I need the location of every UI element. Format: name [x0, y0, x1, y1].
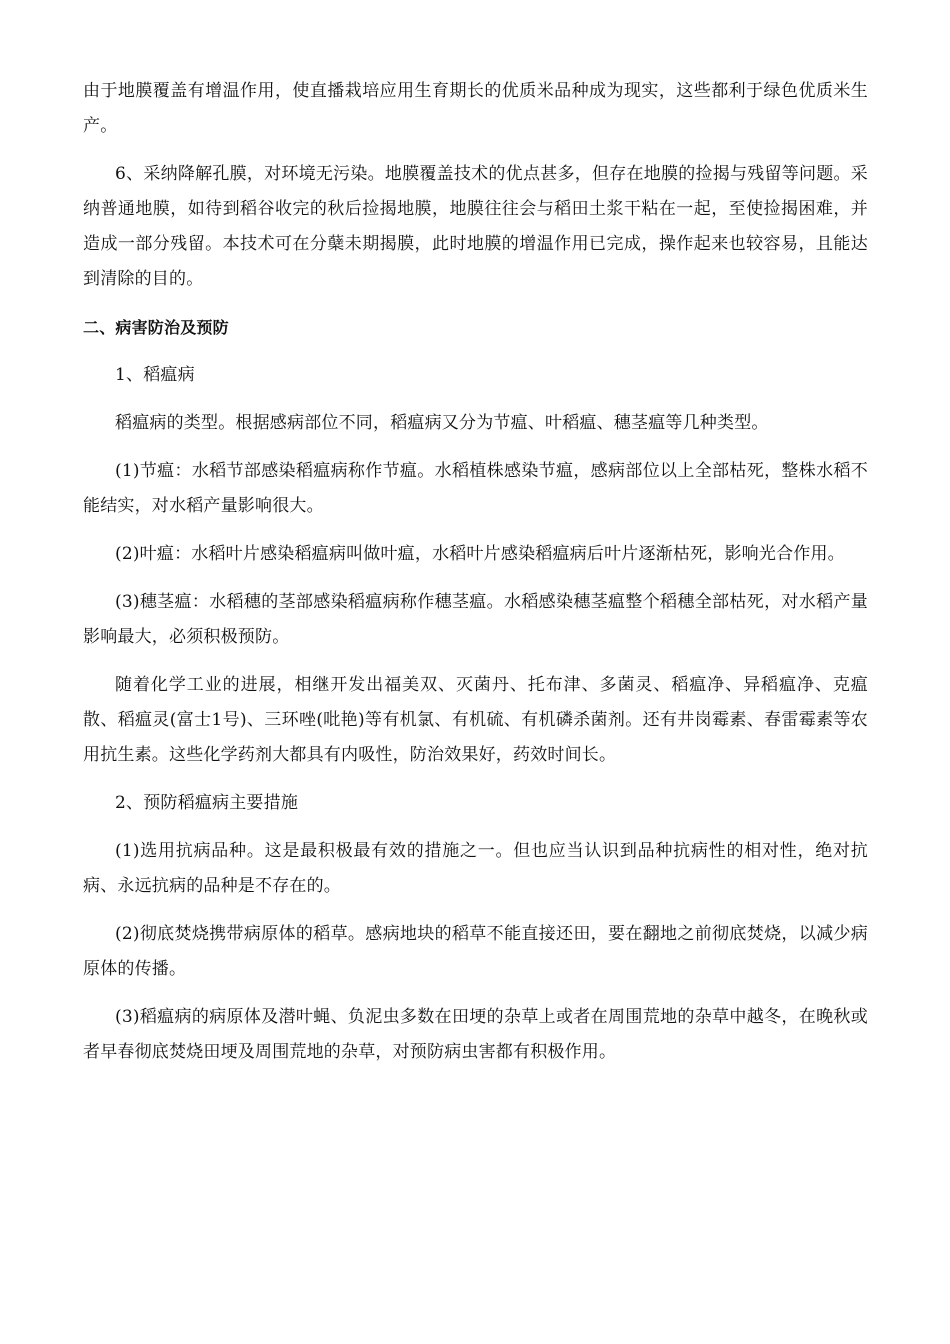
- paragraph-node-blast: (1)节瘟：水稻节部感染稻瘟病称作节瘟。水稻植株感染节瘟，感病部位以上全部枯死，整株水稻不能结实，对水稻产量影响很大。: [83, 461, 868, 516]
- paragraph-burn-straw: (2)彻底焚烧携带病原体的稻草。感病地块的稻草不能直接还田，要在翻地之前彻底焚烧，以减少病原体的传播。: [83, 924, 868, 979]
- paragraph-film-warming: 由于地膜覆盖有增温作用，使直播栽培应用生育期长的优质米品种成为现实，这些都利于绿色优质米生产。: [83, 81, 868, 136]
- paragraph-burn-weeds: (3)稻瘟病的病原体及潜叶蝇、负泥虫多数在田埂的杂草上或者在周围荒地的杂草中越冬，在晚秋或者早春彻底焚烧田埂及周围荒地的杂草，对预防病虫害都有积极作用。: [83, 1007, 868, 1062]
- paragraph-leaf-blast: (2)叶瘟：水稻叶片感染稻瘟病叫做叶瘟，水稻叶片感染稻瘟病后叶片逐渐枯死，影响光合作用。: [115, 544, 845, 564]
- paragraph-blast-types: 稻瘟病的类型。根据感病部位不同，稻瘟病又分为节瘟、叶稻瘟、穗茎瘟等几种类型。: [115, 413, 769, 433]
- section-heading-disease-control: 二、病害防治及预防: [83, 318, 229, 337]
- paragraph-panicle-blast: (3)穗茎瘟：水稻穗的茎部感染稻瘟病称作穗茎瘟。水稻感染穗茎瘟整个稻穗全部枯死，对水稻产量影响最大，必须积极预防。: [83, 592, 868, 647]
- paragraph-resistant-varieties: (1)选用抗病品种。这是最积极最有效的措施之一。但也应当认识到品种抗病性的相对性，绝对抗病、永远抗病的品种是不存在的。: [83, 841, 868, 896]
- paragraph-fungicides: 随着化学工业的进展，相继开发出福美双、灭菌丹、托布津、多菌灵、稻瘟净、异稻瘟净、克瘟散、稻瘟灵(富士1号)、三环唑(吡艳)等有机氯、有机硫、有机磷杀菌剂。还有井岗霉素、春雷霉素等农用抗生素。这些化学药剂大都具有内吸性，防治效果好，药效时间长。: [83, 675, 868, 765]
- document-page: [83, 74, 868, 1070]
- paragraph-degradable-film: 6、采纳降解孔膜，对环境无污染。地膜覆盖技术的优点甚多，但存在地膜的捡揭与残留等问题。采纳普通地膜，如待到稻谷收完的秋后捡揭地膜，地膜往往会与稻田土浆干粘在一起，至使捡揭困难，并造成一部分残留。本技术可在分蘖未期揭膜，此时地膜的增温作用已完成，操作起来也较容易，且能达到清除的目的。: [83, 164, 868, 289]
- subheading-rice-blast: 1、稻瘟病: [115, 365, 195, 385]
- subheading-prevention-measures: 2、预防稻瘟病主要措施: [115, 793, 299, 813]
